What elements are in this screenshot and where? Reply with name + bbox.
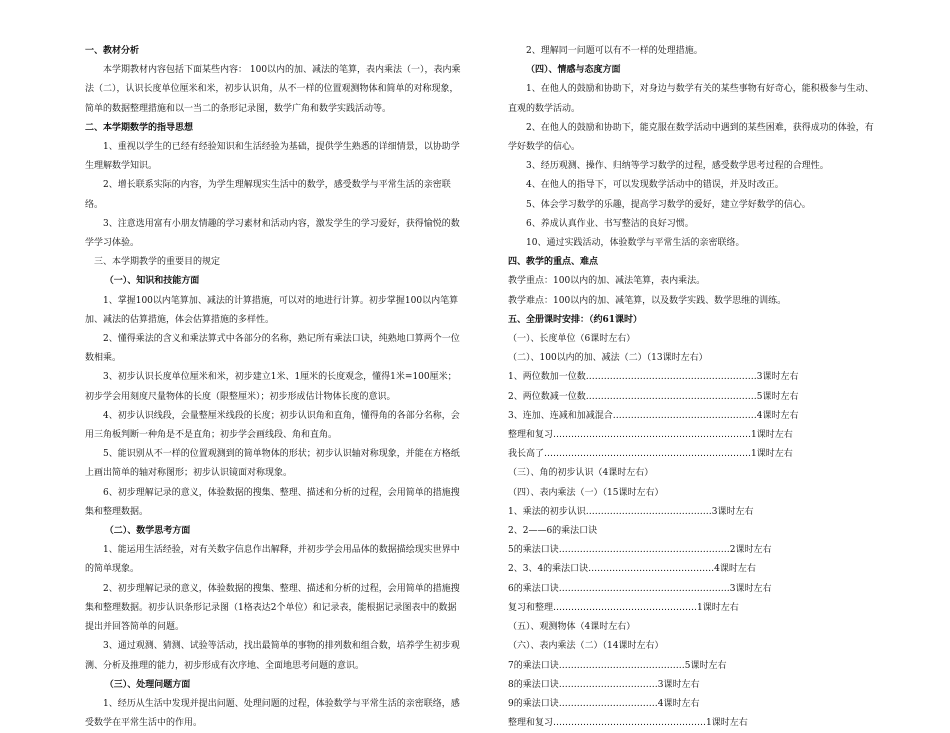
right-paragraph: （四）、表内乘法（一）（15课时左右） (508, 487, 664, 498)
right-paragraph: 3、连加、连减和加减混合…………………………………………4课时左右 (508, 410, 799, 421)
right-paragraph: （六）、表内乘法（二）（14课时左右） (508, 641, 664, 652)
left-paragraph: 4、初步认识线段，会量整厘米线段的长度；初步认识角和直角，懂得角的各部分名称，会用三角板判断一种角是不是直角；初步学会画线段、角和直角。 (85, 410, 460, 441)
right-paragraph: 整理和复习…………………………………………………………1课时左右 (508, 430, 793, 441)
right-paragraph: （三）、角的初步认识（4课时左右） (508, 468, 654, 479)
left-paragraph: （一）、知识和技能方面 (104, 276, 200, 287)
left-paragraph: 三、本学期教学的重要目的规定 (94, 257, 221, 268)
left-paragraph: 5、能识别从不一样的位置观测到的简单物体的形状；初步认识轴对称现象，并能在方格纸上画出简单的轴对称图形；初步认识镜面对称现象。 (85, 449, 460, 479)
right-paragraph: 8的乘法口诀……………………………3课时左右 (508, 679, 700, 690)
left-paragraph: 3、初步认识长度单位厘米和米，初步建立1米、1厘米的长度观念，懂得1米=100厘米；初步学会用刻度尺量物体的长度（限整厘米）；初步形成估计物体长度的意识。 (85, 372, 457, 402)
right-paragraph: 2、2——6的乘法口诀 (508, 526, 598, 537)
left-paragraph: 1、能运用生活经验，对有关数字信息作出解释，并初步学会用品体的数据描绘现实世界中的简单现象。 (85, 545, 460, 575)
right-column (508, 42, 880, 733)
left-paragraph: 2、增长联系实际的内容，为学生理解现实生活中的数学，感受数学与平常生活的亲密联络。 (85, 180, 451, 210)
right-paragraph: 6、养成认真作业、书写整洁的良好习惯。 (526, 218, 694, 229)
right-paragraph: 10、通过实践活动，体验数学与平常生活的亲密联络。 (526, 238, 745, 249)
left-paragraph: 1、重视以学生的已经有经验知识和生活经验为基础，提供学生熟悉的详细情景，以协助学生理解数学知识。 (85, 142, 460, 172)
right-paragraph: 2、两位数减一位数…………………………………………………5课时左右 (508, 391, 799, 402)
left-paragraph: 2、懂得乘法的含义和乘法算式中各部分的名称，熟记所有乘法口诀，纯熟地口算两个一位数相乘。 (85, 334, 460, 364)
right-paragraph: 5、体会学习数学的乐趣，提高学习数学的爱好，建立学好数学的信心。 (526, 199, 811, 210)
right-paragraph: 整理和复习……………………………………………1课时左右 (508, 718, 748, 729)
right-paragraph: （二）、100以内的加、减法（二）（13课时左右） (508, 353, 708, 364)
right-paragraph: 五、全册课时安排：（约61课时） (508, 314, 643, 325)
right-paragraph: 2、3、4的乘法口诀……………………………………4课时左右 (508, 564, 756, 575)
right-paragraph: 2、在他人的鼓励和协助下，能克服在数学活动中遇到的某些困难，获得成功的体验，有学好数学的信心。 (508, 122, 874, 153)
left-paragraph: 1、掌握100以内笔算加、减法的计算措施，可以对的地进行计算。初步掌握100以内笔算加、减法的估算措施，体会估算措施的多样性。 (85, 295, 459, 325)
left-paragraph: 本学期教材内容包括下面某些内容： 100以内的加、减法的笔算，表内乘法（一），表内乘法（二），认识长度单位厘米和米，初步认识角，从不一样的位置观测物体和简单的对称现象，简单的数据整理措施和以一当二的条形记录图，数学广角和数学实践活动等。 (85, 65, 461, 114)
left-paragraph: （三）、处理问题方面 (104, 679, 191, 690)
right-paragraph: 1、两位数加一位数…………………………………………………3课时左右 (508, 372, 799, 383)
right-paragraph: 6的乘法口诀…………………………………………………3课时左右 (508, 583, 772, 594)
right-paragraph: 7的乘法口诀……………………………………5课时左右 (508, 660, 727, 671)
right-paragraph: （一）、长度单位（6课时左右） (508, 334, 636, 345)
right-paragraph: 1、在他人的鼓励和协助下，对身边与数学有关的某些事物有好奇心，能积极参与生动、直观的数学活动。 (508, 84, 874, 114)
right-paragraph: 四、教学的重点、难点 (508, 257, 599, 268)
left-paragraph: 3、注意选用富有小朋友情趣的学习素材和活动内容，激发学生的学习爱好，获得愉悦的数学学习体验。 (85, 218, 460, 249)
right-paragraph: （四）、情感与态度方面 (526, 65, 621, 76)
left-paragraph: （二）、数学思考方面 (104, 526, 191, 537)
right-paragraph: 4、在他人的指导下，可以发现数学活动中的错误，并及时改正。 (526, 180, 784, 191)
right-paragraph: 9的乘法口诀……………………………4课时左右 (508, 698, 700, 709)
left-paragraph: 2、初步理解记录的意义，体验数据的搜集、整理、描述和分析的过程，会用简单的措施搜集和整理数据。初步认识条形记录图（1格表达2个单位）和记录表，能根据记录图表中的数据提出并回答简单的问题。 (85, 583, 460, 633)
right-paragraph: 我长高了……………………………………………………………1课时左右 (508, 449, 793, 460)
right-paragraph: 1、乘法的初步认识……………………………………3课时左右 (508, 506, 754, 517)
right-paragraph: 复习和整理…………………………………………1课时左右 (508, 602, 739, 613)
right-paragraph: 教学难点：100以内的加、减笔算，以及数学实践、数学思维的训练。 (508, 295, 787, 306)
left-paragraph: 3、通过观测、猜测、试验等活动，找出最简单的事物的排列数和组合数，培养学生初步观测、分析及推理的能力，初步形成有次序地、全面地思考问题的意识。 (85, 641, 460, 671)
left-paragraph: 6、初步理解记录的意义，体验数据的搜集、整理、描述和分析的过程，会用简单的措施搜集和整理数据。 (85, 487, 460, 517)
left-paragraph: 1、经历从生活中发现并提出问题、处理问题的过程，体验数学与平常生活的亲密联络，感受数学在平常生活中的作用。 (85, 698, 460, 729)
left-column (85, 42, 463, 733)
right-paragraph: 5的乘法口诀…………………………………………………2课时左右 (508, 545, 772, 556)
left-paragraph: 二、本学期数学的指导思想 (85, 122, 194, 133)
right-paragraph: 2、理解同一问题可以有不一样的处理措施。 (526, 46, 703, 56)
right-paragraph: 3、经历观测、操作、归纳等学习数学的过程，感受数学思考过程的合理性。 (526, 161, 829, 172)
right-paragraph: （五）、观测物体（4课时左右） (508, 622, 636, 633)
left-paragraph: 一、教材分析 (85, 46, 140, 56)
right-paragraph: 教学重点：100以内的加、减法笔算，表内乘法。 (508, 276, 706, 287)
